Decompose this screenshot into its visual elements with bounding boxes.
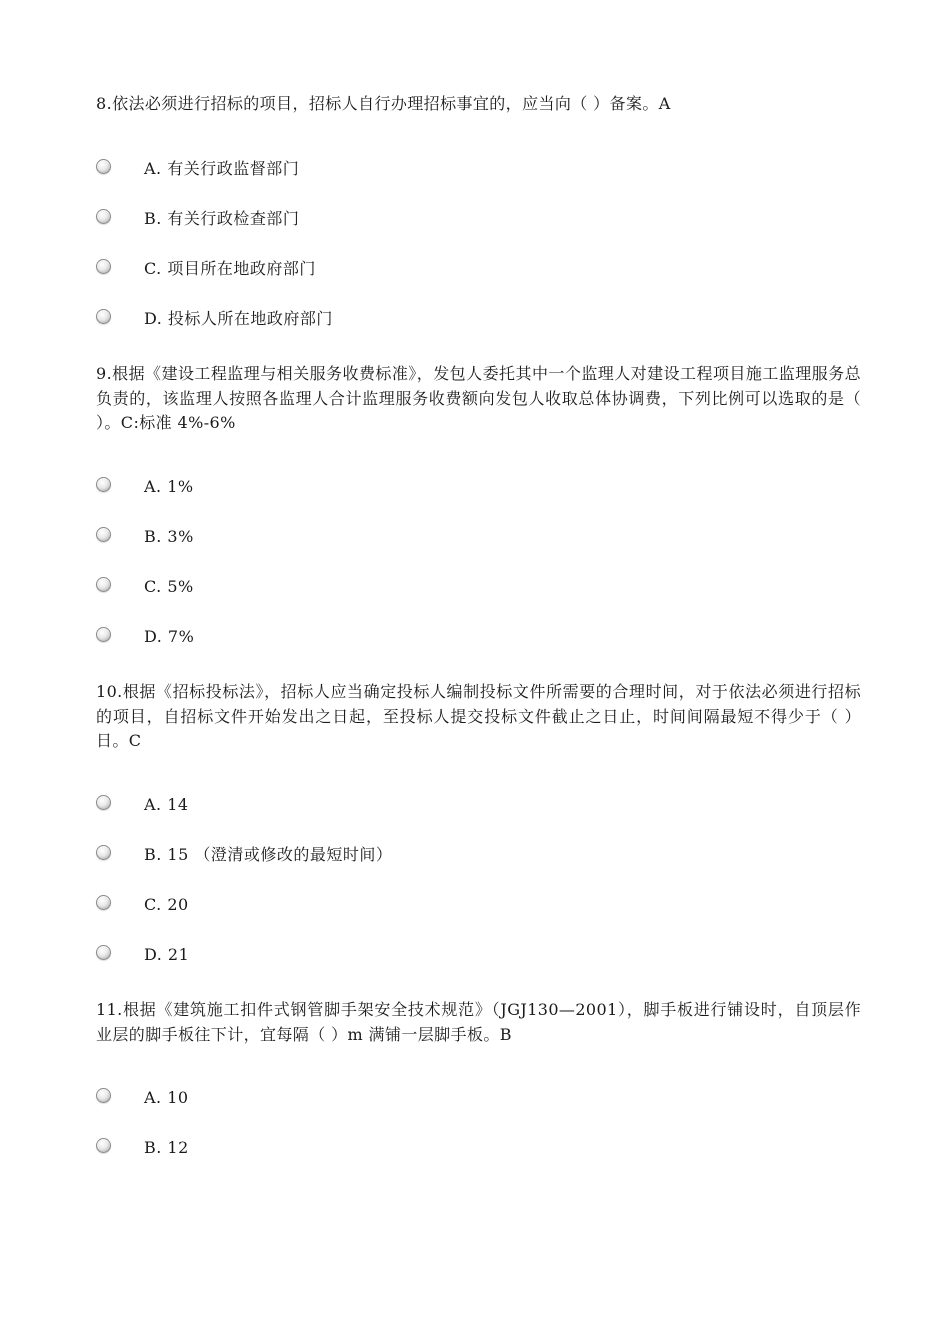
- option-9-a[interactable]: [96, 475, 194, 499]
- question-11-text: 11.根据《建筑施工扣件式钢管脚手架安全技术规范》（JGJ130—2001），脚手板进行铺设时，自顶层作业层的脚手板往下计，宜每隔（ ）m 满铺一层脚手板。B: [96, 1000, 861, 1044]
- option-label: B. 有关行政检查部门: [144, 209, 300, 228]
- option-10-b[interactable]: [96, 843, 393, 867]
- option-10-d[interactable]: [96, 943, 190, 967]
- radio-button-icon[interactable]: [96, 527, 111, 542]
- radio-button-icon[interactable]: [96, 1138, 111, 1153]
- option-8-b[interactable]: [96, 207, 300, 231]
- option-10-a[interactable]: [96, 793, 189, 817]
- option-11-a[interactable]: [96, 1086, 189, 1110]
- radio-button-icon[interactable]: [96, 477, 111, 492]
- option-11-b[interactable]: [96, 1136, 189, 1160]
- radio-button-icon[interactable]: [96, 309, 111, 324]
- option-9-d[interactable]: [96, 625, 195, 649]
- option-label: D. 7%: [144, 627, 195, 646]
- radio-button-icon[interactable]: [96, 795, 111, 810]
- radio-button-icon[interactable]: [96, 209, 111, 224]
- option-label: C. 5%: [144, 577, 194, 596]
- radio-button-icon[interactable]: [96, 845, 111, 860]
- option-label: A. 有关行政监督部门: [144, 159, 300, 178]
- option-label: B. 12: [144, 1138, 189, 1157]
- radio-button-icon[interactable]: [96, 945, 111, 960]
- option-9-b[interactable]: [96, 525, 194, 549]
- option-9-c[interactable]: [96, 575, 194, 599]
- option-label: B. 15 （澄清或修改的最短时间）: [144, 845, 393, 864]
- option-label: A. 14: [144, 795, 189, 814]
- radio-button-icon[interactable]: [96, 259, 111, 274]
- question-10-text: 10.根据《招标投标法》，招标人应当确定投标人编制投标文件所需要的合理时间，对于依法必须进行招标的项目，自招标文件开始发出之日起，至投标人提交投标文件截止之日止，时间间隔最短不得少于（ ）日。C: [96, 682, 861, 750]
- option-8-a[interactable]: [96, 157, 300, 181]
- radio-button-icon[interactable]: [96, 1088, 111, 1103]
- radio-button-icon[interactable]: [96, 895, 111, 910]
- question-9-text: 9.根据《建设工程监理与相关服务收费标准》，发包人委托其中一个监理人对建设工程项目施工监理服务总负责的，该监理人按照各监理人合计监理服务收费额向发包人收取总体协调费，下列比例可以选取的是（ ）。C:标准 4%-6%: [96, 364, 861, 432]
- option-8-c[interactable]: [96, 257, 316, 281]
- option-label: A. 10: [144, 1088, 189, 1107]
- option-label: C. 项目所在地政府部门: [144, 259, 316, 278]
- option-label: D. 投标人所在地政府部门: [144, 309, 333, 328]
- option-label: A. 1%: [144, 477, 194, 496]
- option-10-c[interactable]: [96, 893, 189, 917]
- option-label: C. 20: [144, 895, 189, 914]
- radio-button-icon[interactable]: [96, 577, 111, 592]
- radio-button-icon[interactable]: [96, 627, 111, 642]
- question-8-text: 8.依法必须进行招标的项目，招标人自行办理招标事宜的，应当向（ ）备案。A: [96, 94, 671, 113]
- option-label: B. 3%: [144, 527, 194, 546]
- radio-button-icon[interactable]: [96, 159, 111, 174]
- option-8-d[interactable]: [96, 307, 333, 331]
- option-label: D. 21: [144, 945, 190, 964]
